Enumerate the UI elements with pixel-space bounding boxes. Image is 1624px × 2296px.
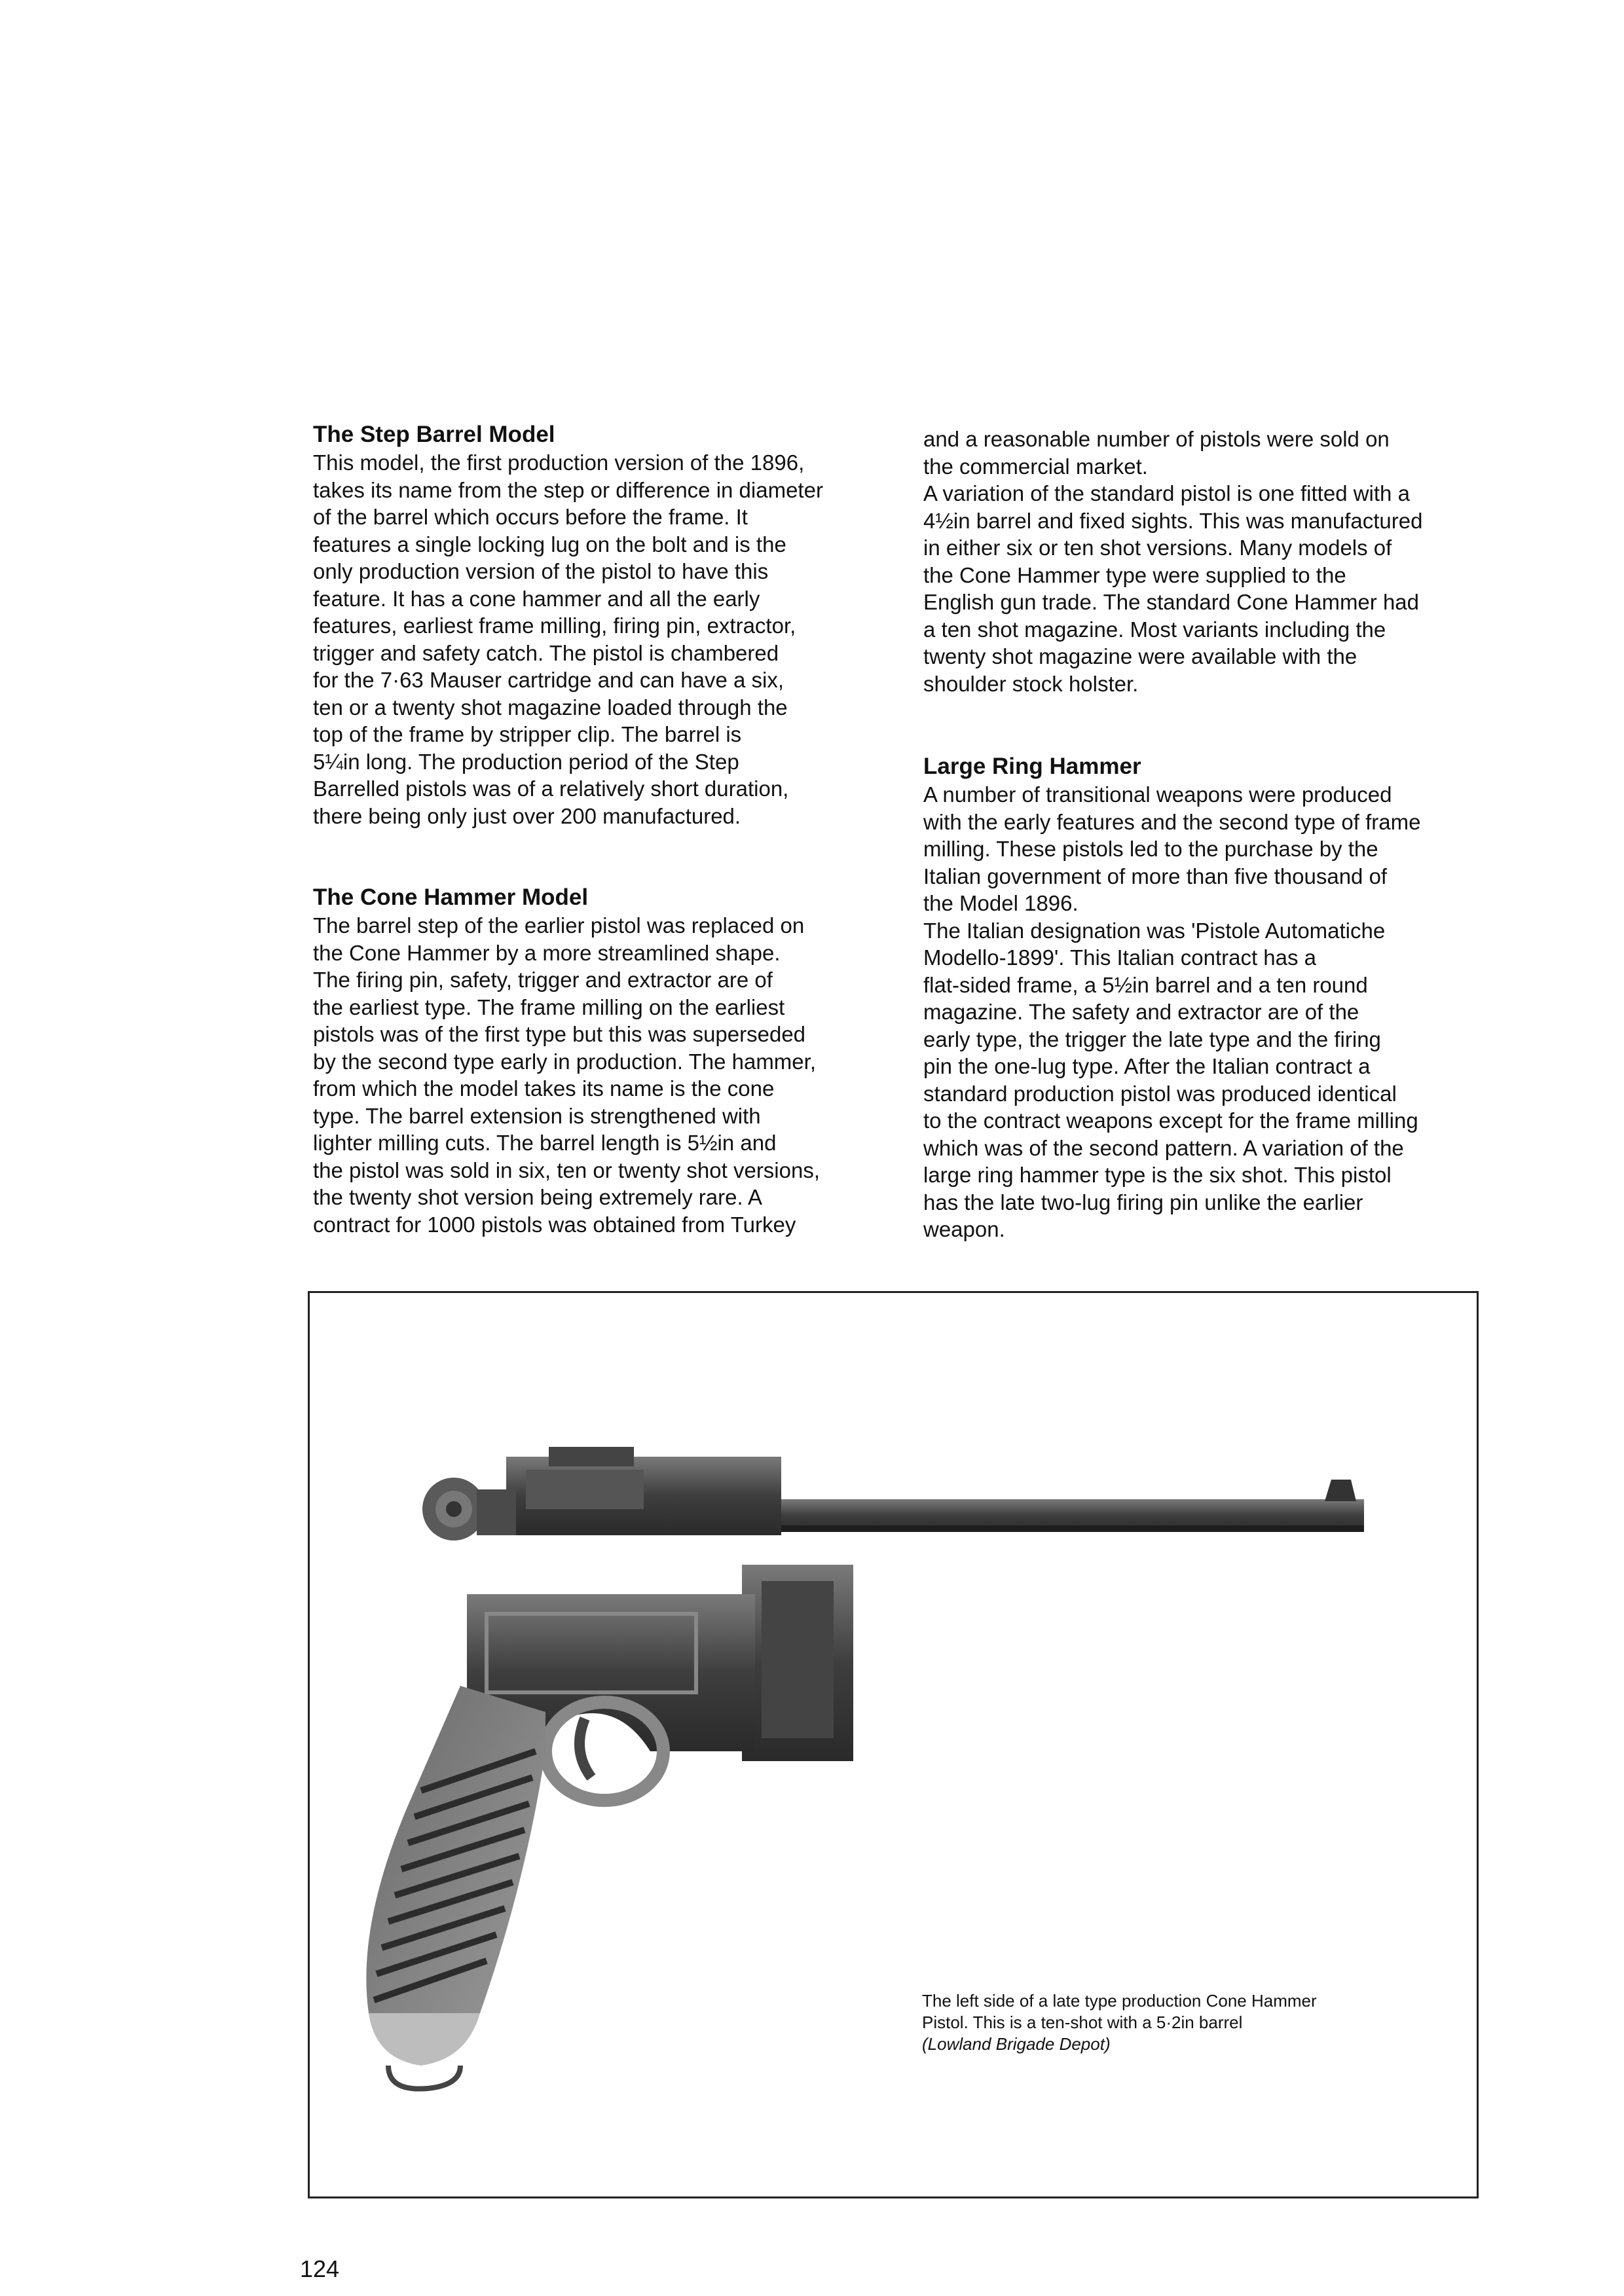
left-column [313,420,902,1238]
continuation-paragraph: and a reasonable number of pistols were sold on the commercial market. A variation of the standard pistol is one fitted with a 4½in barrel and fixed sights. This was manufactured in either six or ten shot versions. Many models of the Cone Hammer type were supplied to the English gun trade. The standard Cone Hammer had a ten shot magazine. Most variants including the twenty shot magazine were available with the shoulder stock holster. [923,427,1423,696]
caption-line: Pistol. This is a ten-shot with a 5·2in barrel [922,2013,1243,2032]
pistol-photo-icon [310,1293,1477,2196]
caption-credit: (Lowland Brigade Depot) [922,2034,1111,2054]
figure-caption [922,1990,1420,2055]
section-body-cone-hammer: The barrel step of the earlier pistol was replaced on the Cone Hammer by a more streamlined shape. The firing pin, safety, trigger and extractor are of the earliest type. The frame milling on the earliest pistols was of the first type but this was superseded by the second type early in production. The hammer, from which the model takes its name is the cone type. The barrel extension is strengthened with lighter milling cuts. The barrel length is 5½in and the pistol was sold in six, ten or twenty shot versions, the twenty shot version being extremely rare. A contract for 1000 pistols was obtained from Turkey [313,913,821,1237]
right-column [923,426,1513,1243]
section-heading-large-ring-hammer: Large Ring Hammer [923,754,1141,779]
section-heading-cone-hammer: The Cone Hammer Model [313,884,589,910]
section-body-step-barrel: This model, the first production version of the 1896, takes its name from the step or difference in diameter of the barrel which occurs before the frame. It features a single locking lug on the bolt and is the only production version of the pistol to have this feature. It has a cone hammer and all the early features, earliest frame milling, firing pin, extractor, trigger and safety catch. The pistol is chambered for the 7·63 Mauser cartridge and can have a six, ten or a twenty shot magazine loaded through the top of the frame by stripper clip. The barrel is 5¼in long. The production period of the Step Barrelled pistols was of a relatively short duration, there being only just over 200 manufactured. [313,450,823,828]
page-number: 124 [300,2255,340,2282]
section-heading-step-barrel: The Step Barrel Model [313,422,555,447]
figure-frame [308,1291,1479,2198]
caption-line: The left side of a late type production Cone Hammer [922,1991,1317,2011]
section-body-large-ring-hammer: A number of transitional weapons were produced with the early features and the second type of frame milling. These pistols led to the purchase by the Italian government of more than five thousand of the Model 1896. The Italian designation was 'Pistole Automatiche Modello-1899'. This Italian contract has a flat-sided frame, a 5½in barrel and a ten round magazine. The safety and extractor are of the early type, the trigger the late type and the firing pin the one-lug type. After the Italian contract a standard production pistol was produced identical to the contract weapons except for the frame milling which was of the second pattern. A variation of the large ring hammer type is the six shot. This pistol has the late two-lug firing pin unlike the earlier weapon. [923,782,1421,1241]
